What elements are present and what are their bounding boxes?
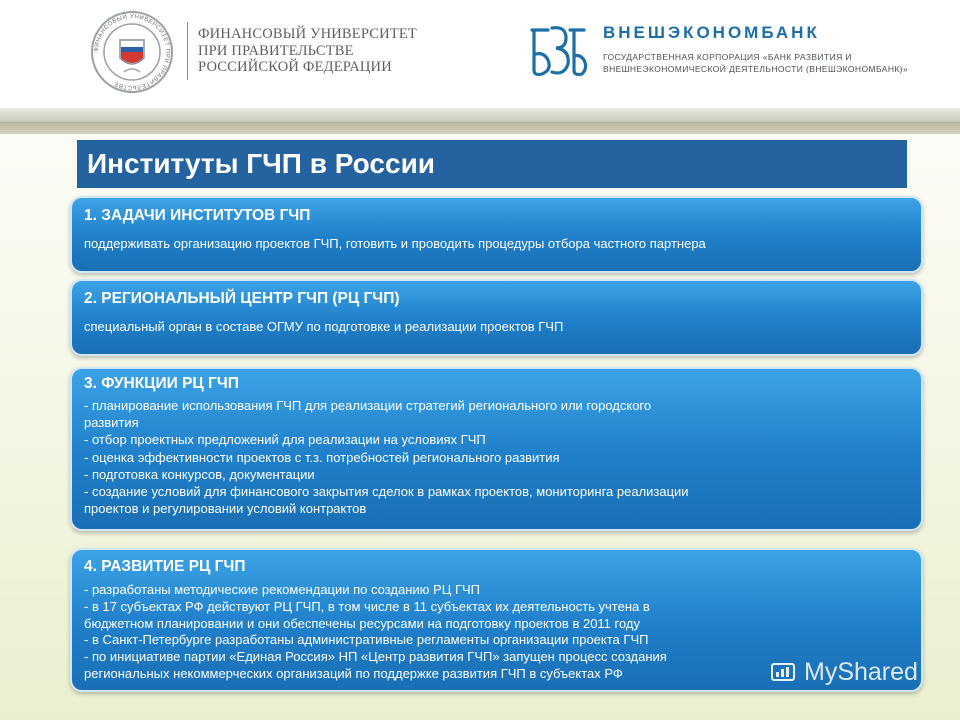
card-line: - по инициативе партии «Единая Россия» НП «Центр развития ГЧП» запущен процесс создания (84, 649, 667, 665)
card-functions (70, 367, 923, 531)
card-tasks (70, 196, 923, 273)
card-line: - в 17 субъектах РФ действуют РЦ ГЧП, в том числе в 11 субъектах их деятельность учтена в (84, 598, 650, 614)
card-text (84, 319, 563, 334)
slide-title-box (77, 140, 907, 188)
header-divider (187, 22, 188, 80)
card-text (84, 236, 706, 251)
emblem-ring-text: ФИНАНСОВЫЙ УНИВЕРСИТЕТ ПРИ ПРАВИТЕЛЬСТВЕ (93, 13, 171, 91)
bank-subtitle-line-2: ВНЕШНЕЭКОНОМИЧЕСКОЙ ДЕЯТЕЛЬНОСТИ (ВНЕШЭКОНОМБАНК)» (603, 64, 909, 74)
veb-logo-icon (526, 22, 590, 80)
slide-title: Институты ГЧП в России (87, 148, 435, 179)
university-name-line-1: ФИНАНСОВЫЙ УНИВЕРСИТЕТ (198, 26, 417, 42)
card-line: - создание условий для финансового закрытия сделок в рамках проектов, мониторинга реализации (84, 484, 689, 500)
card-regional-center (70, 279, 923, 356)
bank-subtitle-line-1: ГОСУДАРСТВЕННАЯ КОРПОРАЦИЯ «БАНК РАЗВИТИЯ И (603, 52, 852, 62)
card-title: 1. ЗАДАЧИ ИНСТИТУТОВ ГЧП (84, 207, 311, 224)
header (0, 0, 960, 108)
card-line: поддерживать организацию проектов ГЧП, готовить и проводить процедуры отбора частного партнера (84, 236, 706, 251)
header-band (0, 108, 960, 122)
card-line: бюджетном планировании и они обеспечены ресурсами на подготовку проектов в 2011 году (84, 615, 641, 631)
header-band-shadow (0, 122, 960, 134)
card-title: 4. РАЗВИТИЕ РЦ ГЧП (84, 558, 246, 575)
card-title: 2. РЕГИОНАЛЬНЫЙ ЦЕНТР ГЧП (РЦ ГЧП) (84, 290, 400, 307)
card-line: развития (84, 415, 139, 431)
card-line: - отбор проектных предложений для реализации на условиях ГЧП (84, 432, 486, 448)
card-line: - разработаны методические рекомендации по созданию РЦ ГЧП (84, 582, 480, 597)
card-line: специальный орган в составе ОГМУ по подготовке и реализации проектов ГЧП (84, 319, 564, 334)
card-title: 3. ФУНКЦИИ РЦ ГЧП (84, 375, 239, 392)
university-name-line-3: РОССИЙСКОЙ ФЕДЕРАЦИИ (198, 59, 392, 75)
card-line: - в Санкт-Петербурге разработаны административные регламенты организации проекта ГЧП (84, 632, 649, 648)
university-name (198, 26, 417, 76)
card-line: региональных некоммерческих организаций по поддержке развития ГЧП в субъектах РФ (84, 665, 623, 681)
card-line: - оценка эффективности проектов с т.з. потребностей регионального развития (84, 449, 560, 465)
card-text (84, 582, 667, 683)
card-line: - подготовка конкурсов, документации (84, 466, 315, 482)
card-text (84, 397, 689, 517)
university-name-line-2: ПРИ ПРАВИТЕЛЬСТВЕ (198, 42, 354, 59)
university-emblem-icon (90, 10, 174, 94)
card-line: проектов и регулировании условий контрактов (84, 501, 367, 517)
myshared-icon (770, 660, 798, 682)
bank-subtitle (603, 51, 908, 75)
bank-name: ВНЕШЭКОНОМБАНК (603, 23, 820, 42)
watermark (770, 658, 918, 687)
card-line: - планирование использования ГЧП для реализации стратегий регионального или городского (84, 398, 652, 413)
watermark-text: MyShared (804, 658, 918, 686)
